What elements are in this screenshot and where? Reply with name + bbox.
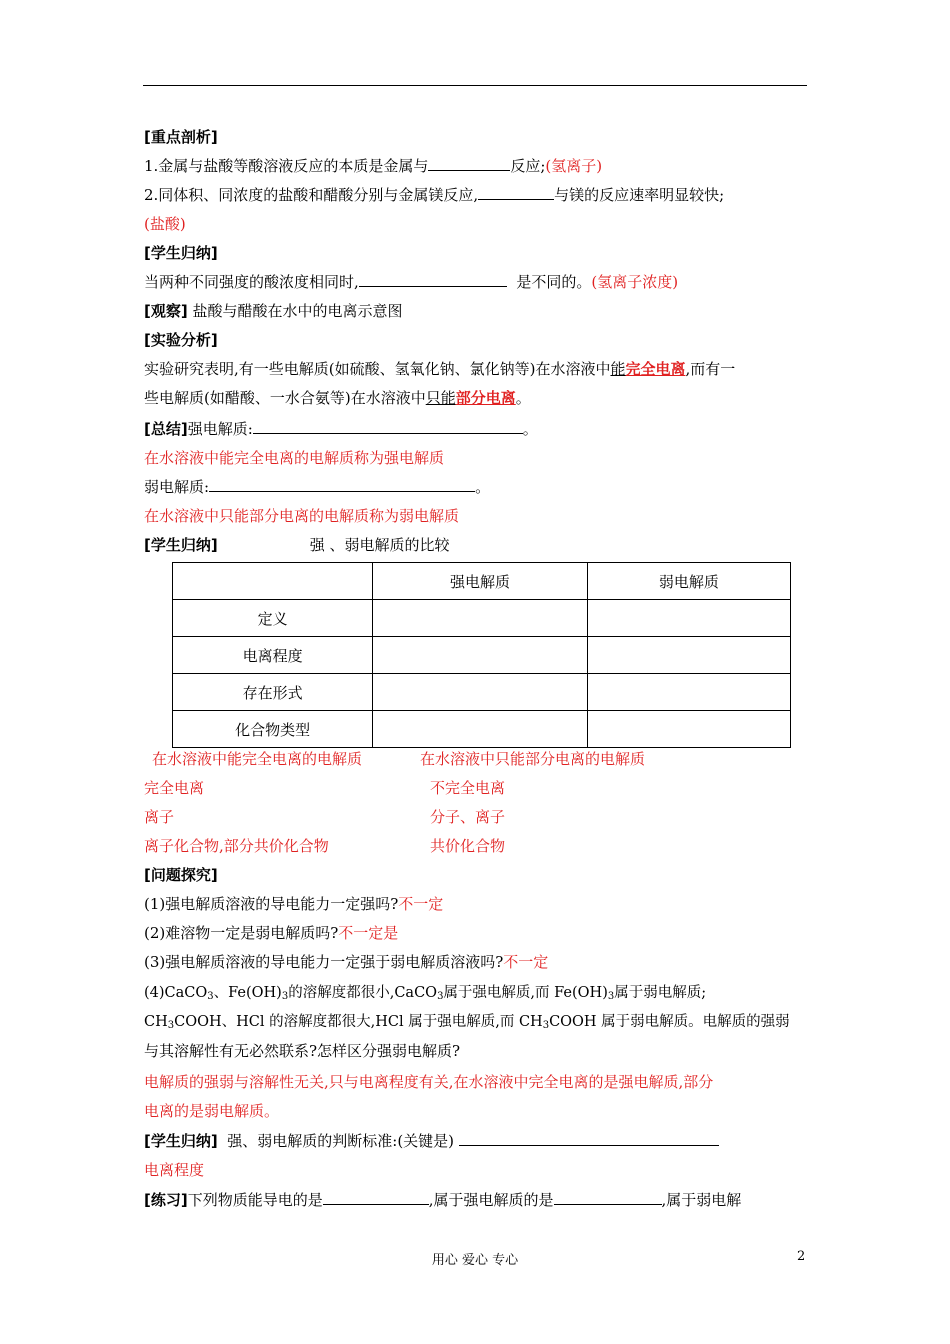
paragraph-4-line-2: [144, 388, 531, 408]
fill-blank[interactable]: [459, 1131, 719, 1146]
question-text: 、Fe(OH): [213, 985, 282, 1001]
answer-text: 分子、离子: [430, 808, 506, 826]
paragraph-4-line-1: [144, 359, 735, 379]
answer-text: 电离程度: [144, 1161, 205, 1179]
answer-text: 共价化合物: [430, 837, 506, 855]
table-row: [173, 674, 791, 711]
fill-blank[interactable]: [253, 419, 523, 434]
row-label: 定义: [173, 600, 373, 637]
answer-text: 在水溶液中只能部分电离的电解质: [420, 750, 646, 768]
answer-text: 不完全电离: [430, 779, 506, 797]
section-heading-exercise: [练习]: [144, 1191, 188, 1209]
criteria-line: [144, 1131, 719, 1151]
question-text: (1)强电解质溶液的导电能力一定强吗?: [144, 895, 399, 913]
answer-text: 完全电离: [144, 779, 205, 797]
table-row: [173, 637, 791, 674]
p1-text-end: 反应;: [510, 157, 546, 175]
p3-text-end: 是不同的。: [516, 273, 592, 291]
section-heading-student-summary: [学生归纳]: [144, 536, 218, 554]
period: 。: [475, 478, 491, 496]
exercise-line: [144, 1190, 741, 1210]
answer-text: 不一定是: [338, 924, 399, 942]
answer-text: 离子: [144, 808, 175, 826]
p2-text: 2.同体积、同浓度的盐酸和醋酸分别与金属镁反应,: [144, 186, 479, 204]
paragraph-2: [144, 185, 724, 205]
p4-text: 些电解质(如醋酸、一水合氨等)在水溶液中: [144, 389, 426, 407]
section-heading-key-analysis: [重点剖析]: [144, 128, 218, 146]
fill-blank[interactable]: [323, 1190, 429, 1205]
table-cell[interactable]: [587, 637, 790, 674]
answer-text: (盐酸): [144, 215, 186, 233]
question-text: COOH、HCl 的溶解度都很大,HCl 属于强电解质,而 CH: [174, 1014, 543, 1030]
question-text: (3)强电解质溶液的导电能力一定强于弱电解质溶液吗?: [144, 953, 504, 971]
row-label: 化合物类型: [173, 711, 373, 748]
summary-strong-line: [144, 419, 538, 439]
row-label: 电离程度: [173, 637, 373, 674]
answer-text: 在水溶液中只能部分电离的电解质称为弱电解质: [144, 507, 460, 525]
question-1: [144, 894, 443, 914]
criteria-text: 强、弱电解质的判断标准:(关键是): [227, 1132, 455, 1150]
table-cell[interactable]: [373, 637, 587, 674]
comparison-heading-line: [144, 535, 450, 555]
paragraph-1: [144, 156, 602, 176]
subscript: 3: [281, 991, 289, 1002]
subscript: 3: [607, 991, 615, 1002]
fill-blank[interactable]: [478, 185, 554, 200]
period: 。: [522, 420, 538, 438]
table-cell[interactable]: [373, 711, 587, 748]
table-header-cell: 弱电解质: [587, 563, 790, 600]
answer-text: 电离的是弱电解质。: [144, 1102, 280, 1120]
answer-text: 在水溶液中能完全电离的电解质: [152, 750, 363, 768]
question-4-line-1: [144, 983, 706, 1003]
answer-text: 不一定: [503, 953, 549, 971]
fill-blank[interactable]: [359, 272, 507, 287]
question-text: 的溶解度都很小,CaCO: [288, 985, 438, 1001]
observation-text: 盐酸与醋酸在水中的电离示意图: [192, 302, 403, 320]
header-rule: [143, 85, 807, 86]
question-4-line-3: 与其溶解性有无必然联系?怎样区分强弱电解质?: [144, 1042, 461, 1060]
table-cell[interactable]: [587, 600, 790, 637]
p4-text-end: 。: [515, 389, 531, 407]
fill-blank[interactable]: [209, 477, 475, 492]
table-header-cell: [173, 563, 373, 600]
table-row: [173, 711, 791, 748]
section-heading-problem-inquiry: [问题探究]: [144, 866, 218, 884]
subscript: 3: [167, 1020, 175, 1031]
underlined-text: 只能: [425, 389, 456, 407]
page-number: 2: [797, 1249, 806, 1264]
section-heading-experiment-analysis: [实验分析]: [144, 331, 218, 349]
p1-text: 1.金属与盐酸等酸溶液反应的本质是金属与: [144, 157, 429, 175]
observation-line: [144, 301, 403, 321]
exercise-text: ,属于强电解质的是: [428, 1191, 554, 1209]
question-text: 属于强电解质,而 Fe(OH): [443, 985, 608, 1001]
question-text: COOH 属于弱电解质。电解质的强弱: [549, 1014, 790, 1030]
answer-text: 完全电离: [625, 360, 686, 378]
subscript: 3: [542, 1020, 550, 1031]
table-cell[interactable]: [587, 711, 790, 748]
weak-electrolyte-label: 弱电解质:: [144, 478, 210, 496]
question-2: [144, 923, 398, 943]
p4-text: 实验研究表明,有一些电解质(如硫酸、氢氧化钠、氯化钠等)在水溶液中: [144, 360, 611, 378]
underlined-text: 能: [610, 360, 626, 378]
section-heading-summary: [总结]: [144, 420, 188, 438]
question-text: (4)CaCO: [144, 985, 208, 1001]
answer-text: 离子化合物,部分共价化合物: [144, 837, 329, 855]
table-cell[interactable]: [373, 600, 587, 637]
table-header-cell: 强电解质: [373, 563, 587, 600]
fill-blank[interactable]: [428, 156, 510, 171]
comparison-title: 强 、弱电解质的比较: [309, 536, 450, 554]
table-header-row: [173, 563, 791, 600]
table-cell[interactable]: [587, 674, 790, 711]
exercise-text: ,属于弱电解: [661, 1191, 742, 1209]
exercise-text: 下列物质能导电的是: [187, 1191, 323, 1209]
summary-weak-line: [144, 477, 490, 497]
fill-blank[interactable]: [554, 1190, 662, 1205]
p2-text-end: 与镁的反应速率明显较快;: [554, 186, 725, 204]
row-label: 存在形式: [173, 674, 373, 711]
question-text: 属于弱电解质;: [614, 985, 707, 1001]
answer-text: 不一定: [398, 895, 444, 913]
answer-text: 在水溶液中能完全电离的电解质称为强电解质: [144, 449, 445, 467]
subscript: 3: [207, 991, 214, 1002]
question-text: CH: [144, 1014, 168, 1030]
table-row: [173, 600, 791, 637]
question-text: (2)难溶物一定是弱电解质吗?: [144, 924, 339, 942]
subscript: 3: [437, 991, 444, 1002]
p4-text-end: ,而有一: [685, 360, 736, 378]
strong-electrolyte-label: 强电解质:: [187, 420, 253, 438]
comparison-table: [172, 562, 791, 748]
table-cell[interactable]: [373, 674, 587, 711]
question-4-line-2: [144, 1012, 790, 1032]
answer-text: (氢离子): [545, 157, 603, 175]
paragraph-3: [144, 272, 678, 292]
section-heading-student-summary: [学生归纳]: [144, 244, 218, 262]
answer-text: (氢离子浓度): [591, 273, 679, 291]
answer-text: 电解质的强弱与溶解性无关,只与电离程度有关,在水溶液中完全电离的是强电解质,部分: [144, 1073, 714, 1091]
page-footer: 用心 爱心 专心: [431, 1253, 519, 1268]
question-3: [144, 952, 548, 972]
section-heading-observation: [观察]: [144, 302, 188, 320]
answer-text: 部分电离: [455, 389, 516, 407]
section-heading-student-summary: [学生归纳]: [144, 1132, 218, 1150]
p3-text: 当两种不同强度的酸浓度相同时,: [144, 273, 359, 291]
